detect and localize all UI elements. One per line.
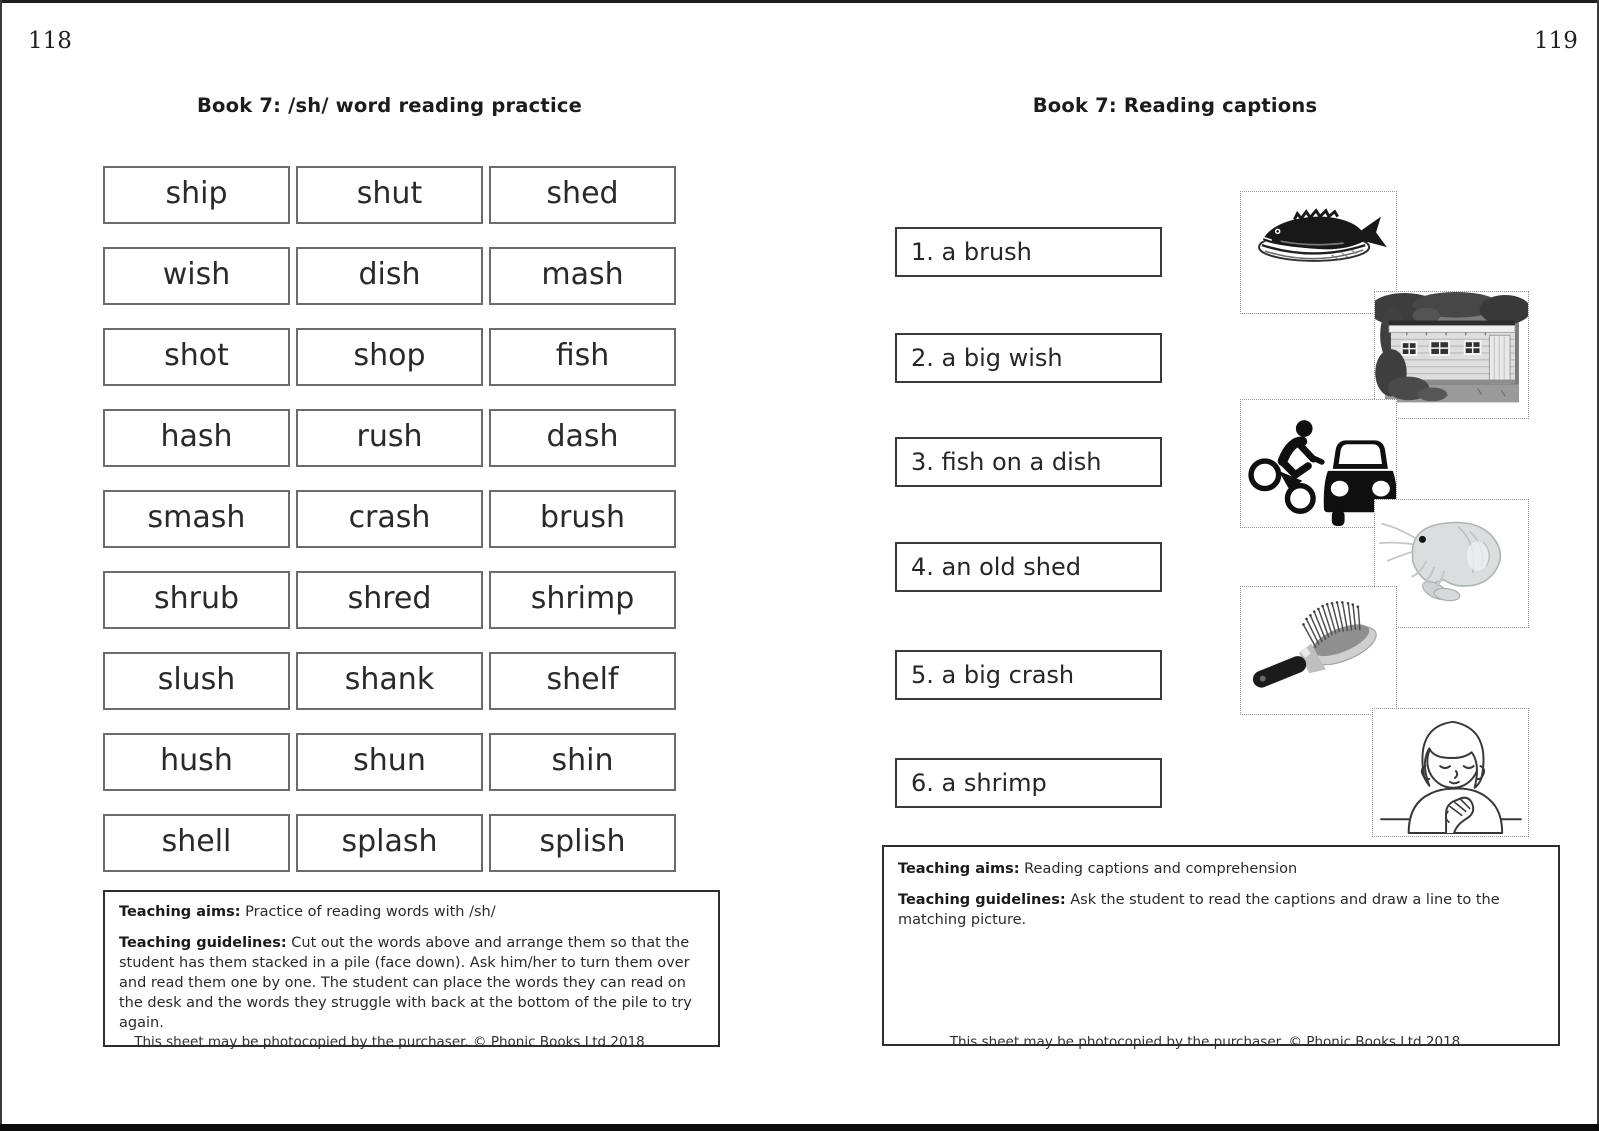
teaching-aims-text: Practice of reading words with /sh/ — [245, 904, 496, 920]
picture-frame-wishing-girl — [1372, 708, 1529, 837]
teaching-guidelines-text: Cut out the words above and arrange them so that the student has them stacked in a pile (face down). Ask him/her to turn them over and read them one by one. The student can place the words they can read on the desk and the words they struggle with back at the bottom of the pile to try again. — [119, 935, 692, 1031]
word-card: rush — [296, 409, 483, 467]
teaching-aims-line — [898, 859, 1544, 879]
word-card: shin — [489, 733, 676, 791]
copyright-footer-right: This sheet may be photocopied by the purchaser. © Phonic Books Ltd 2018 — [949, 1034, 1461, 1050]
old-shed-image — [1375, 292, 1528, 418]
word-card: shed — [489, 166, 676, 224]
word-card: shot — [103, 328, 290, 386]
word-card: shrimp — [489, 571, 676, 629]
word-card: mash — [489, 247, 676, 305]
teaching-guidelines-line — [898, 890, 1544, 930]
picture-frame-old-shed — [1374, 291, 1529, 419]
caption-text: 3. fish on a dish — [911, 448, 1102, 476]
word-card: shrub — [103, 571, 290, 629]
wishing-girl-image — [1373, 709, 1528, 836]
caption-text: 5. a big crash — [911, 661, 1075, 689]
word-card: shut — [296, 166, 483, 224]
word-card: hush — [103, 733, 290, 791]
teaching-aims-label: Teaching aims: — [119, 904, 241, 920]
word-card: wish — [103, 247, 290, 305]
word-card: slush — [103, 652, 290, 710]
word-card: ship — [103, 166, 290, 224]
word-card: shred — [296, 571, 483, 629]
word-card: splish — [489, 814, 676, 872]
shrimp-image — [1375, 500, 1528, 627]
teaching-aims-label: Teaching aims: — [898, 861, 1020, 877]
left-edge-line — [0, 0, 2, 1131]
teaching-aims-text: Reading captions and comprehension — [1024, 861, 1298, 877]
word-card: smash — [103, 490, 290, 548]
word-card: shank — [296, 652, 483, 710]
teaching-guidelines-label: Teaching guidelines: — [898, 892, 1066, 908]
copyright-footer-left: This sheet may be photocopied by the purchaser. © Phonic Books Ltd 2018 — [134, 1034, 645, 1050]
word-card: splash — [296, 814, 483, 872]
caption-box-4 — [895, 542, 1162, 592]
caption-box-5 — [895, 650, 1162, 700]
word-card: crash — [296, 490, 483, 548]
word-card: fish — [489, 328, 676, 386]
page-number-right: 119 — [1534, 28, 1578, 54]
caption-box-3 — [895, 437, 1162, 487]
top-edge-line — [0, 0, 1599, 3]
word-card: shell — [103, 814, 290, 872]
word-card: brush — [489, 490, 676, 548]
picture-frame-shrimp — [1374, 499, 1529, 628]
teaching-guidelines-label: Teaching guidelines: — [119, 935, 287, 951]
teaching-guidelines-line — [119, 933, 704, 1033]
left-page-title: Book 7: /sh/ word reading practice — [196, 94, 583, 117]
caption-text: 2. a big wish — [911, 344, 1063, 372]
caption-text: 1. a brush — [911, 238, 1032, 266]
teaching-box-right — [882, 845, 1560, 1046]
caption-text: 6. a shrimp — [911, 769, 1047, 797]
word-card: dish — [296, 247, 483, 305]
teaching-aims-line — [119, 902, 704, 922]
word-grid — [103, 166, 676, 872]
word-card: shun — [296, 733, 483, 791]
bottom-edge-bar — [0, 1124, 1599, 1131]
caption-text: 4. an old shed — [911, 553, 1082, 581]
word-card: dash — [489, 409, 676, 467]
fish-on-dish-image — [1241, 192, 1396, 313]
caption-box-6 — [895, 758, 1162, 808]
word-card: shelf — [489, 652, 676, 710]
caption-box-1 — [895, 227, 1162, 277]
crash-image — [1241, 400, 1396, 527]
word-card: hash — [103, 409, 290, 467]
picture-frame-brush — [1240, 586, 1397, 715]
page-number-left: 118 — [28, 28, 72, 54]
brush-image — [1241, 587, 1396, 714]
teaching-guidelines-text: Ask the student to read the captions and draw a line to the matching picture. — [898, 892, 1500, 928]
right-page-title: Book 7: Reading captions — [1032, 94, 1318, 117]
caption-box-2 — [895, 333, 1162, 383]
word-card: shop — [296, 328, 483, 386]
teaching-box-left — [103, 890, 720, 1047]
